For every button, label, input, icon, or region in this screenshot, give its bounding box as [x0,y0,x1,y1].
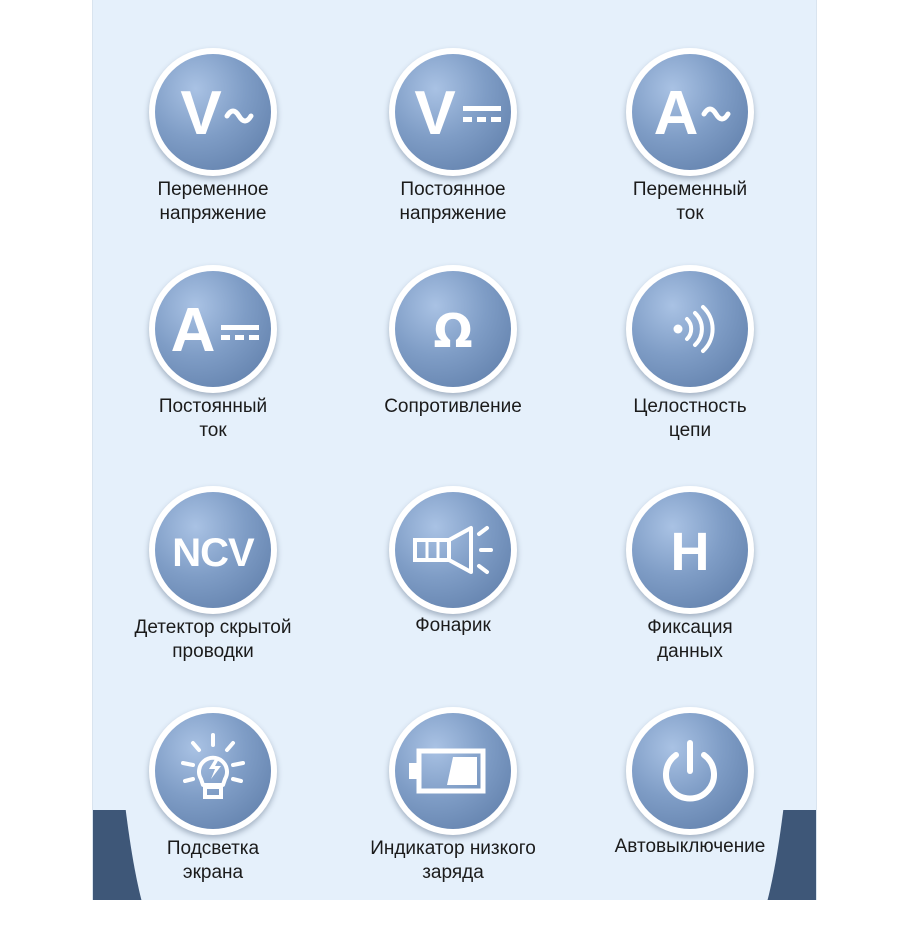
ac-voltage-icon [155,54,271,170]
feature-label: Сопротивление [384,396,522,417]
ncv-icon [155,492,271,608]
flashlight-icon [395,492,511,608]
feature-label: Постоянное напряжение [399,179,507,224]
svg-text:A: A [653,79,699,148]
low-battery-icon [395,713,511,829]
feature-ncv [93,486,333,706]
ac-current-icon [632,54,748,170]
feature-ac-voltage [93,48,333,268]
svg-text:NCV: NCV [172,531,254,575]
feature-low-battery [333,707,573,927]
power-icon [632,713,748,829]
feature-label: Переменное напряжение [157,179,269,224]
feature-auto-power-off [570,707,810,927]
svg-text:V: V [414,79,456,148]
backlight-icon [155,713,271,829]
feature-dc-current [93,265,333,485]
feature-data-hold [570,486,810,706]
feature-dc-voltage [333,48,573,268]
feature-label: Фиксация данных [647,617,733,662]
feature-label: Индикатор низкого заряда [370,838,536,883]
data-hold-icon [632,492,748,608]
dc-voltage-icon [395,54,511,170]
feature-label: Подсветка экрана [166,838,260,883]
feature-label: Переменный ток [632,179,748,224]
svg-text:Ω: Ω [433,304,473,358]
feature-label: Целостность цепи [633,396,747,441]
feature-label: Постоянный ток [158,396,268,441]
ohm-icon [395,271,511,387]
feature-resistance [333,265,573,485]
continuity-icon [632,271,748,387]
feature-label: Автовыключение [614,836,766,857]
svg-text:A: A [170,296,216,365]
svg-text:H: H [670,522,710,582]
feature-flashlight [333,486,573,706]
feature-label: Фонарик [415,615,491,636]
svg-text:V: V [180,79,222,148]
feature-ac-current [570,48,810,268]
feature-label: Детектор скрытой проводки [134,617,292,662]
feature-continuity [570,265,810,485]
feature-backlight [93,707,333,927]
dc-current-icon [155,271,271,387]
